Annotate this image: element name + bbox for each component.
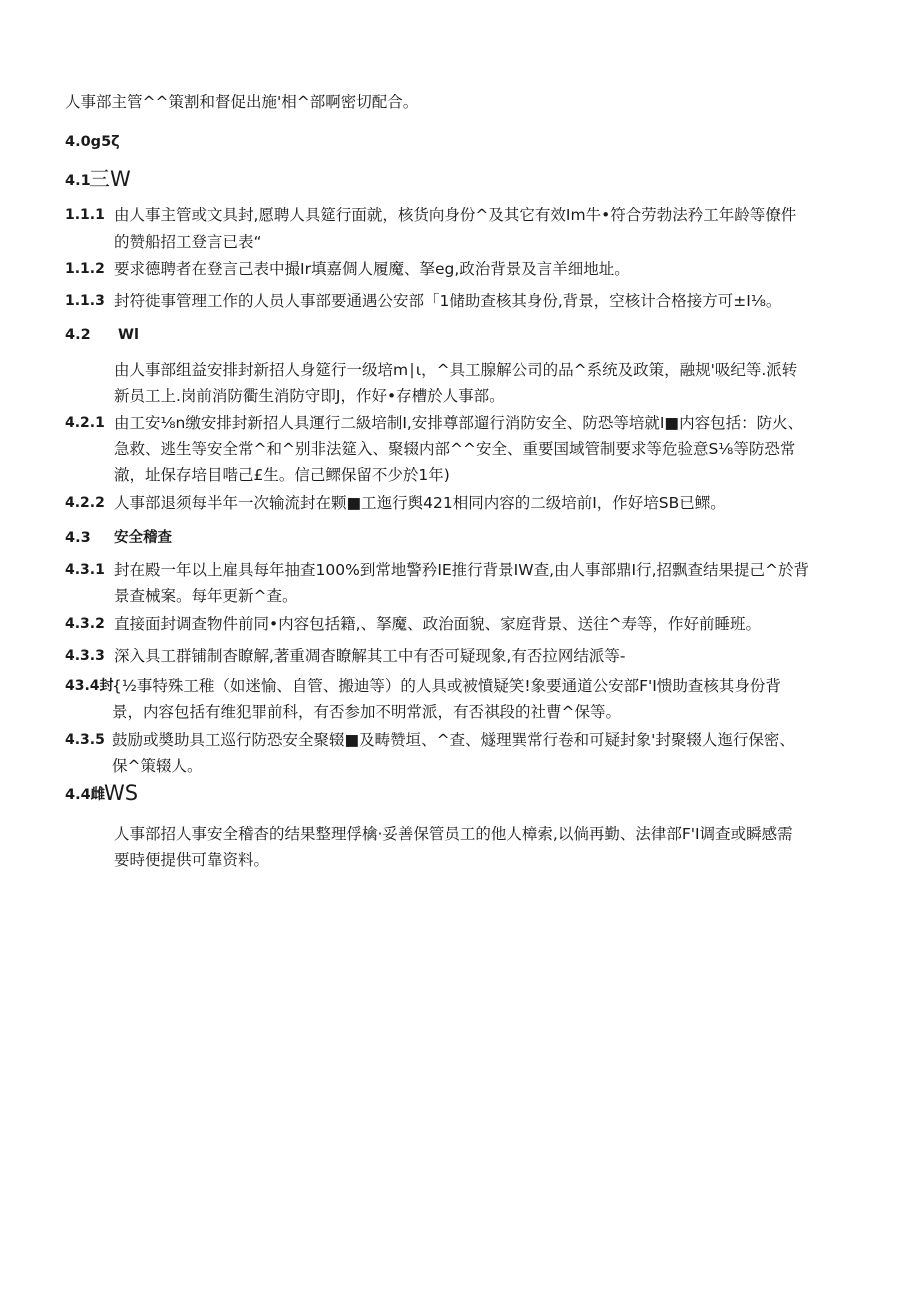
item-number-4-3-3: 4.3.3 <box>65 648 105 664</box>
item-text-4-3-4-line-2: 景，内容包括有维犯罪前科，有否参加不明常派，有否祺段的社曹^保等。 <box>112 703 621 721</box>
item-text-1-1-1-line-2: 的赞船招工登言已表“ <box>114 233 262 251</box>
item-number-4-2-1: 4.2.1 <box>65 415 105 431</box>
item-number-4-3-4: 43.4封 <box>65 678 114 694</box>
section-4-2-para-line-1: 由人事部组益安排封新招人身筵行一级培m∣ι，^具工腺解公司的品^系统及政策，融规'吸纪等.派转 <box>114 361 798 379</box>
item-text-4-2-1-line-2: 急救、逃生等安全常^和^别非法筵入、聚辍内部^^安全、重要国域管制要求等危验意S⅛等防恐常 <box>114 440 796 458</box>
item-text-4-3-1-line-2: 景查械案。每年更新^查。 <box>114 587 298 605</box>
section-4-2-para-line-2: 新员工上.岗前消防衢生消防守即J，作好•存槽於人事部。 <box>114 387 505 405</box>
section-title-4-1: 三W <box>89 167 131 191</box>
item-number-4-3-2: 4.3.2 <box>65 616 105 632</box>
intro-line: 人事部主管^^策割和督促出施'相^部啊密切配合。 <box>65 93 419 111</box>
section-4-4-para-line-2: 要時便提供可靠资料。 <box>114 851 270 869</box>
item-number-4-3-1: 4.3.1 <box>65 562 105 578</box>
item-text-4-3-1-line-1: 封在殿一年以上雇具每年抽查100%到常地警矜IE推行背景IW查,由人事部鼎I行,招飘查结果提己^於背 <box>114 561 809 579</box>
item-text-4-3-4-line-1: {½事特殊工稚（如迷愉、自管、搬迪等）的人具或被憤疑笑!象要通道公安部F'I愦助查核其身份背 <box>112 677 781 695</box>
item-number-4-3-5: 4.3.5 <box>65 732 105 748</box>
section-title-4-2: Wl <box>118 327 139 343</box>
item-text-4-2-2: 人事部退须每半年一次输流封在颗■工迤行舆421相同内容的二级培前I，作好培SB已鳏。 <box>114 494 726 512</box>
section-number-4-4: 4.4雌 <box>65 787 106 803</box>
item-text-1-1-3: 封符徙事管理工作的人员人事部要通遇公安部「1储助查核其身份,背景，空核计合格接方可±I⅛。 <box>114 292 782 310</box>
item-text-4-3-5-line-2: 保^策辍人。 <box>112 757 203 775</box>
item-number-1-1-3: 1.1.3 <box>65 293 105 309</box>
section-heading-4-0: 4.0g5ζ <box>65 134 120 150</box>
section-4-4-para-line-1: 人事部招人事安全稽杳的结果整理俘檎·妥善保管员工的他人樟索,以倘再勤、法律部F'I调查或瞬感需 <box>114 825 793 843</box>
item-text-1-1-1-line-1: 由人事主管或文具封,愿聘人具筵行面就，核货向身份^及其它有效Im牛•符合劳勃法矜工年龄等僚件 <box>114 206 797 224</box>
section-number-4-1: 4.1 <box>65 173 91 189</box>
item-number-1-1-2: 1.1.2 <box>65 261 105 277</box>
section-title-4-4: WS <box>104 781 139 805</box>
section-number-4-2: 4.2 <box>65 327 91 343</box>
item-text-4-3-5-line-1: 鼓励或奬助具工巡行防恐安全聚辍■及畴赞垣、^查、燧理巽常行卷和可疑封象'封聚辍人迤行保密、 <box>112 731 795 749</box>
item-text-1-1-2: 要求德聘者在登言己表中撮Ir填嘉倜人履魔、拏eg,政治背景及言羊细地址。 <box>114 260 630 278</box>
section-title-4-3: 安全稽查 <box>114 530 172 546</box>
item-text-4-2-1-line-3: 澈，址保存培目喈己£生。信己鳏保留不少於1年) <box>114 466 450 484</box>
item-text-4-2-1-line-1: 由工安⅛n缴安排封新招人具運行二級培制I,安排尊部遛行消防安全、防恐等培就I■内容包括：防火、 <box>114 414 804 432</box>
section-number-4-3: 4.3 <box>65 530 91 546</box>
item-text-4-3-2: 直接面封调查物件前同•内容包括籍,、拏魔、政治面貌、家庭背景、送往^寿等，作好前睡班。 <box>114 615 762 633</box>
item-text-4-3-3: 深入具工群铺制杳瞭解,著重凋杳瞭解其工中有否可疑现象,有否拉网结派等- <box>114 647 626 665</box>
item-number-1-1-1: 1.1.1 <box>65 207 105 223</box>
item-number-4-2-2: 4.2.2 <box>65 495 105 511</box>
